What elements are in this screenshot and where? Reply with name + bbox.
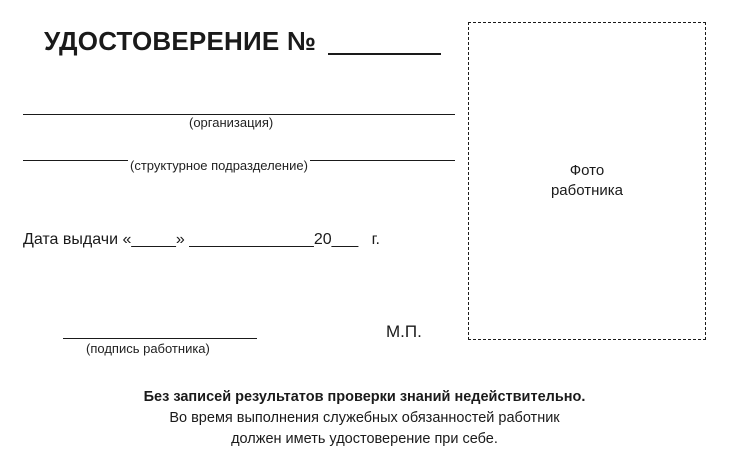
footer-warning: Без записей результатов проверки знаний недействительно.	[143, 389, 586, 405]
issue-date-quote-close: »	[175, 231, 185, 248]
issue-month-blank: ______________	[189, 231, 314, 248]
signature-caption: (подпись работника)	[86, 341, 210, 356]
photo-placeholder-box	[468, 22, 706, 340]
department-caption: (структурное подразделение)	[130, 158, 308, 173]
issue-date-row	[23, 231, 380, 249]
footer-note-line2: должен иметь удостоверение при себе.	[231, 431, 498, 447]
issue-day-blank: _____	[131, 231, 176, 248]
issue-year-suffix: г.	[371, 231, 380, 248]
certificate-number-line	[328, 53, 441, 55]
photo-label-line1: Фото	[569, 162, 605, 179]
signature-line	[63, 338, 257, 339]
organization-caption: (организация)	[189, 115, 274, 130]
issue-year-prefix: 20	[313, 231, 332, 248]
photo-label-line2: работника	[550, 182, 624, 199]
issue-date-prefix: Дата выдачи «	[23, 231, 132, 248]
footer-note-line1: Во время выполнения служебных обязанностей работник	[169, 410, 560, 426]
issue-year-blank: ___	[331, 231, 359, 248]
photo-label	[469, 161, 705, 201]
certificate-title: УДОСТОВЕРЕНИЕ №	[44, 26, 317, 56]
stamp-place-label: М.П.	[386, 322, 422, 341]
